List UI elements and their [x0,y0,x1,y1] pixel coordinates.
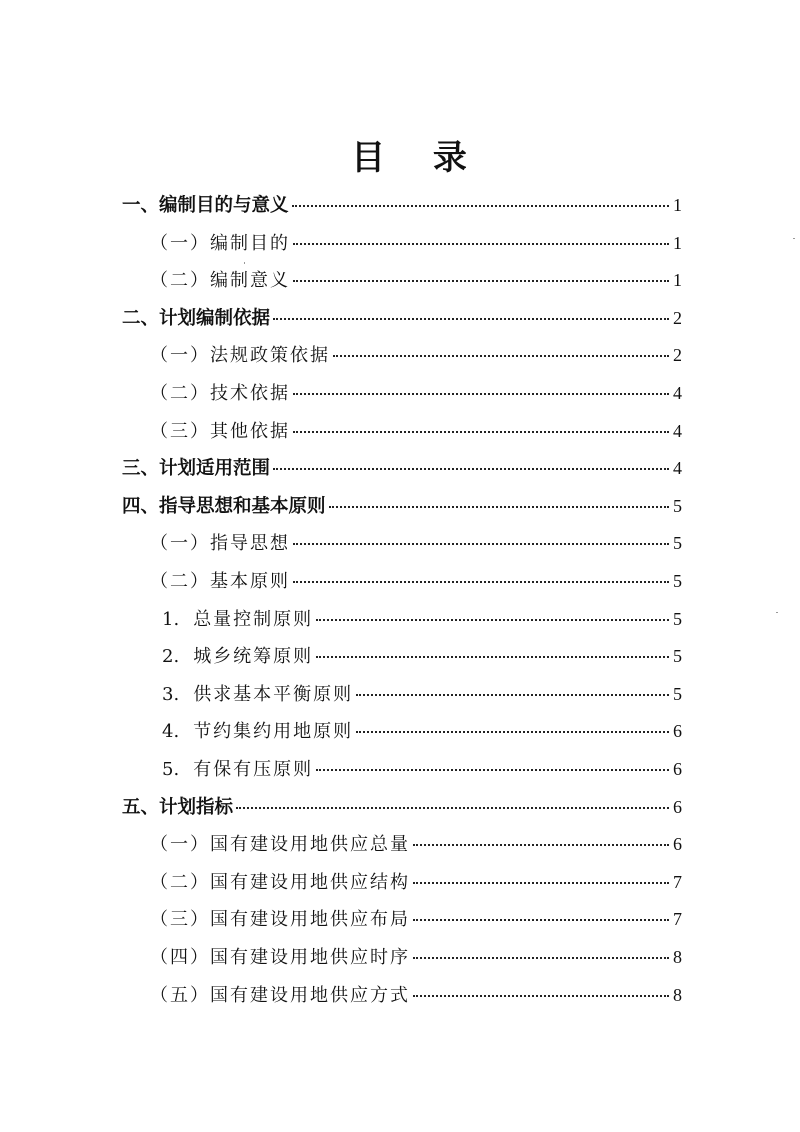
toc-entry[interactable] [162,753,682,785]
toc-entry-label [150,566,290,598]
dot-leader [413,844,669,846]
toc-entry-label [150,942,410,974]
toc-entry-label [150,980,410,1012]
toc-entry[interactable] [122,490,682,522]
toc-entry-text: （二）编制意义 [150,270,290,292]
toc-entry-text: 城乡统筹原则 [193,646,314,668]
toc-page-number: 6 [673,721,682,742]
toc-page-number: 7 [673,871,682,892]
dot-leader [292,205,669,207]
dot-leader [333,355,669,357]
toc-page-number: 5 [673,646,682,667]
toc-entry-number: 5. [162,759,180,780]
dot-leader [316,619,669,621]
scan-speck [793,238,795,239]
toc-page-number: 5 [673,571,682,591]
scan-speck [244,262,245,264]
toc-entry-label [122,491,326,523]
toc-entry-number: 2. [162,646,180,668]
toc-entry-text: （一）国有建设用地供应总量 [150,834,410,856]
toc-entry[interactable] [122,791,682,823]
toc-entry[interactable] [150,339,682,371]
dot-leader [413,957,669,959]
toc-page-number: 2 [673,345,682,366]
toc-entry[interactable] [150,866,682,898]
toc-entry-label [150,416,290,448]
toc-page-number: 6 [673,796,682,817]
toc-entry-text: （一）法规政策依据 [150,345,330,367]
page-title: 目 录 [351,138,485,178]
toc-entry-label [162,716,353,748]
toc-entry-number: 1. [162,608,180,630]
toc-entry[interactable] [150,227,682,259]
toc-entry-text: （二）技术依据 [150,383,290,404]
toc-entry-text: （三）国有建设用地供应布局 [150,909,410,931]
toc-page-number: 6 [673,759,682,779]
toc-entry-label [122,453,270,485]
toc-entry-label [122,792,233,824]
toc-page-number: 8 [673,947,682,967]
toc-entry-label [150,265,290,297]
toc-entry-label [150,829,410,861]
dot-leader [293,280,669,282]
toc-entry-label [150,378,290,410]
toc-entry-label [122,190,289,222]
toc-page-number: 1 [673,270,682,291]
toc-entry-text: （一）指导思想 [150,533,290,555]
toc-entry-text: 供求基本平衡原则 [193,683,354,705]
toc-entry[interactable] [150,565,682,597]
toc-entry-label [162,641,313,673]
toc-entry[interactable] [162,640,682,672]
toc-entry-text: 有保有压原则 [193,759,314,780]
toc-entry[interactable] [150,527,682,559]
toc-page-number: 1 [673,195,682,215]
toc-entry[interactable] [162,715,682,747]
toc-entry-text: 二、计划编制依据 [122,307,271,329]
toc-page-number: 4 [673,420,682,441]
toc-entry-label [162,754,313,786]
toc-page-number: 8 [673,984,682,1005]
dot-leader [329,506,669,508]
toc-entry-text: （二）国有建设用地供应结构 [150,871,410,893]
toc-page-number: 5 [673,495,682,516]
toc-entry[interactable] [162,678,682,710]
toc-entry[interactable] [150,903,682,935]
dot-leader [316,656,669,658]
toc-entry-text: （四）国有建设用地供应时序 [150,947,410,968]
toc-entry-number: 3. [162,683,180,705]
toc-entry[interactable] [150,377,682,409]
dot-leader [273,468,669,470]
toc-entry-label [150,340,330,372]
toc-page-number: 5 [673,608,682,629]
toc-entry[interactable] [122,302,682,334]
toc-page-number: 5 [673,533,682,554]
toc-entry[interactable] [150,264,682,296]
toc-page-number: 4 [673,383,682,403]
toc-entry-label [162,679,353,711]
dot-leader [413,882,669,884]
dot-leader [293,581,669,583]
toc-page-number: 1 [673,232,682,253]
toc-entry-label [122,303,270,335]
toc-entry-text: 四、指导思想和基本原则 [122,495,326,517]
toc-entry-number: 4. [162,721,180,743]
dot-leader [413,919,669,921]
dot-leader [293,431,669,433]
dot-leader [293,393,669,395]
dot-leader [236,807,669,809]
toc-entry-label [150,904,410,936]
dot-leader [293,243,669,245]
toc-entry[interactable] [122,452,682,484]
toc-entry-label [150,867,410,899]
toc-entry-text: 五、计划指标 [122,796,234,818]
toc-entry-text: （二）基本原则 [150,571,290,592]
toc-entry[interactable] [150,415,682,447]
dot-leader [356,731,669,733]
toc-page-number: 7 [673,909,682,930]
toc-entry[interactable] [162,603,682,635]
toc-entry[interactable] [150,941,682,973]
toc-entry-label [162,604,313,636]
dot-leader [293,543,669,545]
scan-speck [776,612,778,613]
toc-entry-text: 一、编制目的与意义 [122,195,289,216]
dot-leader [413,995,669,997]
toc-entry-text: （三）其他依据 [150,420,290,442]
toc-entry-text: （一）编制目的 [150,232,290,254]
toc-entry-text: 三、计划适用范围 [122,458,271,480]
toc-entry-text: 总量控制原则 [193,608,314,630]
toc-entry-label [150,528,290,560]
toc-entry[interactable] [150,828,682,860]
toc-entry-label [150,228,290,260]
toc-entry-text: 节约集约用地原则 [193,721,354,743]
toc-page-number: 2 [673,307,682,328]
toc-entry-text: （五）国有建设用地供应方式 [150,984,410,1006]
dot-leader [273,318,669,320]
dot-leader [356,694,669,696]
toc-entry[interactable] [150,979,682,1011]
toc-page-number: 4 [673,458,682,479]
toc-page-number: 5 [673,683,682,704]
toc-page-number: 6 [673,834,682,855]
toc-entry[interactable] [122,189,682,221]
dot-leader [316,769,669,771]
